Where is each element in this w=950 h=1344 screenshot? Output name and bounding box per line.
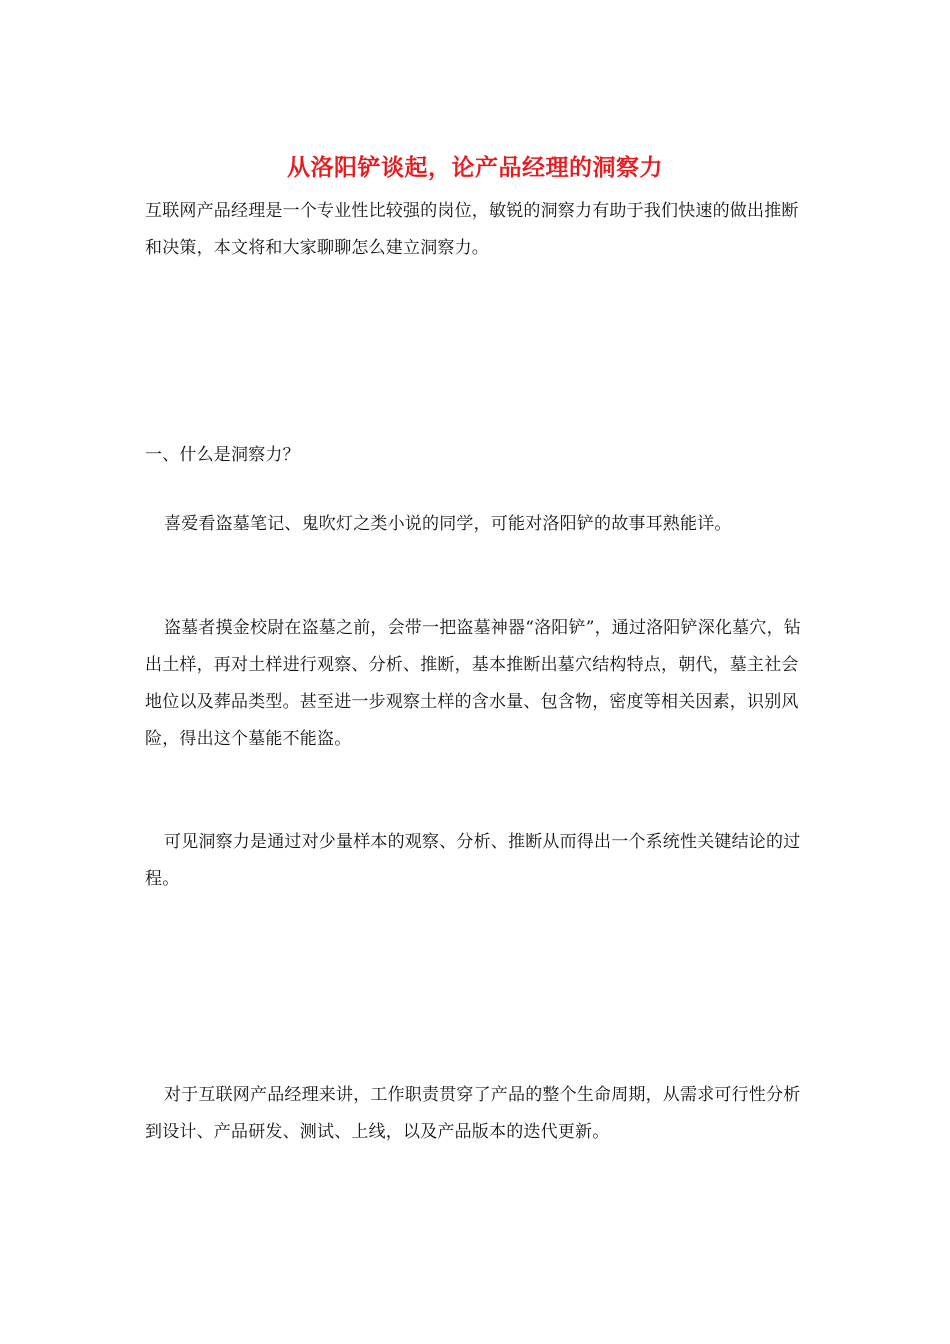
document-title: 从洛阳铲谈起，论产品经理的洞察力 bbox=[287, 154, 663, 181]
body-paragraph-3: 可见洞察力是通过对少量样本的观察、分析、推断从而得出一个系统性关键结论的过程。 bbox=[145, 832, 801, 889]
body-paragraph-1: 喜爱看盗墓笔记、鬼吹灯之类小说的同学，可能对洛阳铲的故事耳熟能详。 bbox=[164, 514, 732, 534]
intro-paragraph: 互联网产品经理是一个专业性比较强的岗位，敏锐的洞察力有助于我们快速的做出推断和决策，本文将和大家聊聊怎么建立洞察力。 bbox=[145, 201, 799, 258]
section-heading: 一、什么是洞察力？ bbox=[145, 445, 300, 465]
body-paragraph-4: 对于互联网产品经理来讲，工作职责贯穿了产品的整个生命周期，从需求可行性分析到设计、产品研发、测试、上线，以及产品版本的迭代更新。 bbox=[145, 1085, 801, 1142]
body-paragraph-2: 盗墓者摸金校尉在盗墓之前，会带一把盗墓神器“洛阳铲”，通过洛阳铲深化墓穴，钻出土样，再对土样进行观察、分析、推断，基本推断出墓穴结构特点，朝代，墓主社会地位以及葬品类型。甚至进一步观察土样的含水量、包含物，密度等相关因素，识别风险，得出这个墓能不能盗。 bbox=[145, 618, 801, 749]
